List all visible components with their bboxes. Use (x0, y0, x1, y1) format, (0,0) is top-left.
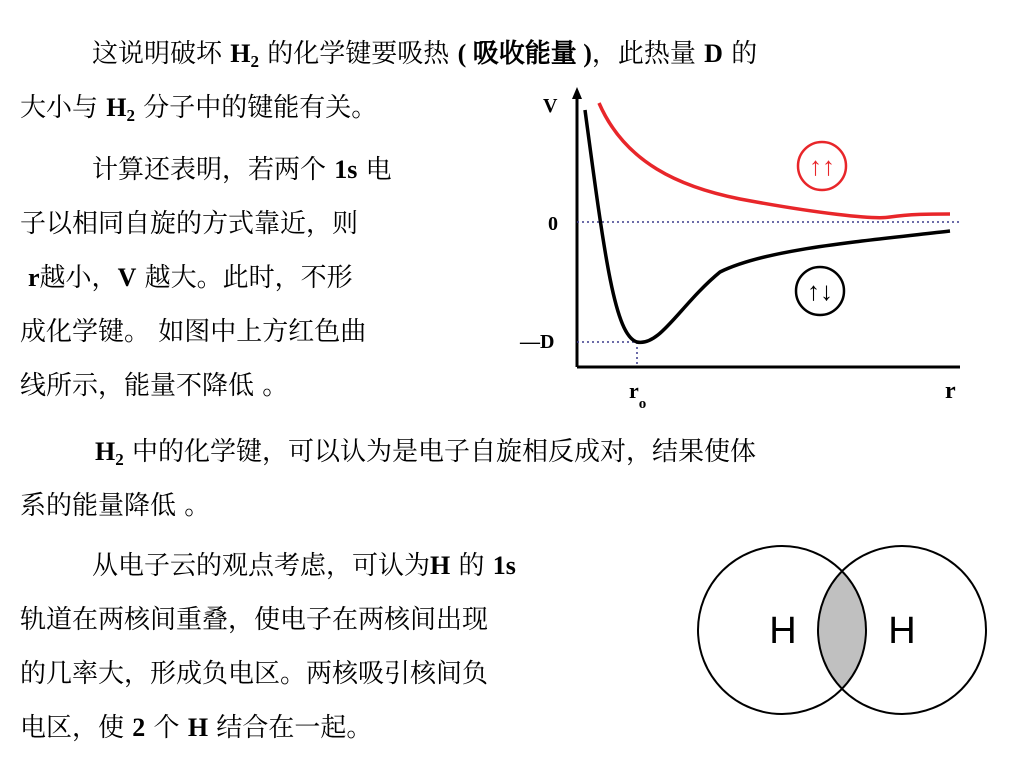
right-h-label: H (888, 610, 916, 652)
paragraph4-line1: 从电子云的观点考虑，可认为H 的 1s (92, 551, 516, 581)
paragraph2-line5: 线所示，能量不降低 。 (20, 371, 289, 401)
h-symbol: H (430, 551, 451, 580)
p1-l2-pre: 大小与 (20, 93, 99, 123)
orbital-1s: 1s (334, 155, 358, 184)
p1-text-end: 的 (731, 39, 758, 69)
paragraph2-line4: 成化学键。 如图中上方红色曲 (20, 317, 367, 347)
repulsive-curve (599, 103, 950, 218)
y-axis-arrow (572, 87, 582, 99)
v-symbol: V (117, 263, 137, 292)
p1-text: 这说明破坏 (92, 39, 223, 69)
paragraph3-line1: $H_2$ 中的化学键，可以认为是电子自旋相反成对，结果使体 (95, 437, 757, 469)
paragraph2-line1: 计算还表明，若两个 1s 电 (92, 155, 392, 185)
paragraph3-line2: 系的能量降低 。 (20, 491, 211, 521)
x-axis-label: r (945, 378, 956, 404)
p1-l2-post: 分子中的键能有关。 (143, 93, 378, 123)
number-two: 2 (132, 713, 146, 742)
antiparallel-spin-icon: ↑↓ (807, 277, 833, 306)
r-symbol: r (28, 263, 40, 292)
paragraph2-line2: 子以相同自旋的方式靠近，则 (20, 209, 359, 239)
h-symbol-2: H (187, 713, 209, 742)
paragraph4-line2: 轨道在两核间重叠，使电子在两核间出现 (20, 605, 489, 635)
paragraph4-line4: 电区，使 2 个 H 结合在一起。 (20, 713, 373, 743)
paragraph4-line3: 的几率大，形成负电区。两核吸引核间负 (20, 659, 489, 689)
d-symbol: D (704, 39, 723, 68)
left-h-label: H (769, 610, 797, 652)
p1-paren: ( 吸收能量 ) (457, 39, 592, 68)
h2-formula-2: $H_2$ (106, 93, 136, 125)
paragraph1-line2 (20, 80, 377, 144)
h2-formula-3: $H_2$ (95, 437, 124, 469)
minus-d-label: —D (520, 331, 555, 353)
orbital-1s-2: 1s (492, 551, 516, 580)
p1-text-mid: 的化学键要吸热 (267, 39, 450, 69)
h2-formula: $H_2$ (230, 39, 260, 71)
orbital-overlap-diagram (690, 540, 1010, 740)
y-axis-label: V (543, 95, 558, 117)
bonding-curve (585, 110, 950, 342)
r0-label: $r_o$ (629, 378, 647, 412)
paragraph2-line3: r越小，V 越大。此时，不形 (28, 263, 353, 293)
p1-text-post: ，此热量 (591, 39, 696, 69)
potential-energy-graph (515, 85, 975, 415)
zero-label: 0 (548, 213, 558, 235)
parallel-spin-icon: ↑↑ (809, 152, 835, 181)
